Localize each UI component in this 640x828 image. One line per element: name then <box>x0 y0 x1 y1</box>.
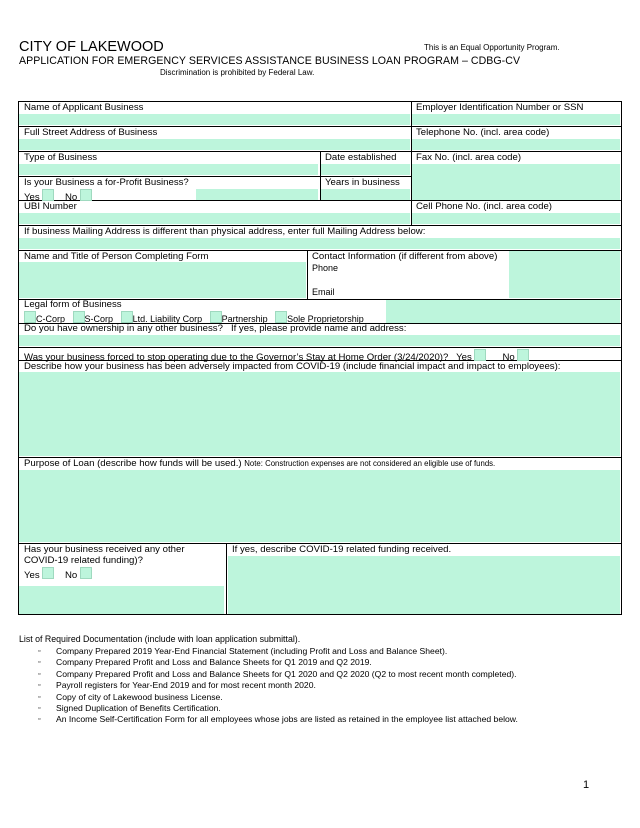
bullet-icon: ▫ <box>38 670 41 678</box>
for-profit-yes-checkbox[interactable] <box>42 189 54 201</box>
covid-impact-label: Describe how your business has been adversely impacted from COVID-19 (include financial impact and impact to employees): <box>24 361 561 372</box>
person-completing-label: Name and Title of Person Completing Form <box>24 251 209 262</box>
date-established-field[interactable] <box>321 164 410 175</box>
stop-operating-yes-checkbox[interactable] <box>474 349 486 361</box>
c-corp-checkbox[interactable] <box>24 311 36 323</box>
ownership-field[interactable] <box>19 335 620 346</box>
s-corp-checkbox[interactable] <box>73 311 85 323</box>
stop-operating-label: Was your business forced to stop operating due to the Governor’s Stay at Home Order (3/24/2020)? <box>24 352 449 363</box>
documentation-heading: List of Required Documentation (include with loan application submittal). <box>19 634 301 644</box>
applicant-business-label: Name of Applicant Business <box>24 102 144 113</box>
contact-info-field[interactable] <box>509 251 620 298</box>
list-item: ▫ Company Prepared Profit and Loss and Balance Sheets for Q1 2019 and Q2 2019. <box>38 657 372 668</box>
type-of-business-field[interactable] <box>19 164 318 175</box>
bullet-icon: ▫ <box>38 648 41 655</box>
city-title: CITY OF LAKEWOOD <box>19 39 164 55</box>
purpose-of-loan <box>24 459 495 469</box>
phone-label: Phone <box>312 263 339 273</box>
no-label: No <box>65 192 78 203</box>
no-label: No <box>502 352 515 363</box>
received-funding-field[interactable] <box>19 586 224 614</box>
yes-label: Yes <box>24 192 40 203</box>
describe-funding-label: If yes, describe COVID-19 related funding received. <box>232 544 452 555</box>
date-established-label: Date established <box>325 152 397 163</box>
years-in-business-label: Years in business <box>325 177 400 188</box>
bullet-icon: ▫ <box>38 693 41 701</box>
list-item: ▫ Company Prepared Profit and Loss and Balance Sheets for Q1 2020 and Q2 2020 (Q2 to most recent month completed). <box>38 668 517 679</box>
ubi-label: UBI Number <box>24 201 77 212</box>
llc-label: Ltd. Liability Corp <box>132 314 203 324</box>
yes-label: Yes <box>456 352 472 363</box>
applicant-business-field[interactable] <box>19 114 410 125</box>
mailing-address-label: If business Mailing Address is different than physical address, enter full Mailing Address below: <box>24 226 426 237</box>
sole-proprietorship-label: Sole Proprietorship <box>287 314 364 324</box>
years-in-business-field[interactable] <box>321 189 410 200</box>
received-funding-label-1: Has your business received any other <box>24 544 185 555</box>
covid-impact-field[interactable] <box>19 372 620 456</box>
list-item: ▫ An Income Self-Certification Form for all employees whose jobs are listed as retained in the employee list attached below. <box>38 714 518 725</box>
discrimination-note: Discrimination is prohibited by Federal Law. <box>160 68 315 77</box>
c-corp-label: C-Corp <box>36 314 66 324</box>
yes-label: Yes <box>24 570 40 581</box>
bullet-icon: ▫ <box>38 659 41 667</box>
cell-phone-field[interactable] <box>412 213 620 224</box>
bullet-icon: ▫ <box>38 716 41 724</box>
received-funding-yes-checkbox[interactable] <box>42 567 54 579</box>
mailing-address-field[interactable] <box>19 238 620 249</box>
ownership-question <box>24 324 406 334</box>
ein-field[interactable] <box>412 114 620 125</box>
fax-label: Fax No. (incl. area code) <box>416 152 522 163</box>
received-funding-no-checkbox[interactable] <box>80 567 92 579</box>
for-profit-label: Is your Business a for-Profit Business? <box>24 177 189 188</box>
list-item: ▫ Copy of city of Lakewood business License. <box>38 691 223 702</box>
fax-field[interactable] <box>412 164 620 200</box>
page-number: 1 <box>583 779 590 791</box>
ein-label: Employer Identification Number or SSN <box>416 102 584 113</box>
purpose-note: Note: Construction expenses are not considered an eligible use of funds. <box>244 459 496 468</box>
ownership-followup-label: If yes, please provide name and address: <box>230 323 407 334</box>
partnership-checkbox[interactable] <box>210 311 222 323</box>
list-item: ▫ Signed Duplication of Benefits Certification. <box>38 703 221 714</box>
list-item: ▫ Company Prepared 2019 Year-End Financial Statement (including Profit and Loss and Balance Sheet). <box>38 646 448 656</box>
stop-operating-no-checkbox[interactable] <box>517 349 529 361</box>
program-title: APPLICATION FOR EMERGENCY SERVICES ASSISTANCE BUSINESS LOAN PROGRAM – CDBG-CV <box>19 55 521 67</box>
equal-opportunity-note: This is an Equal Opportunity Program. <box>424 43 560 52</box>
for-profit-extra-field[interactable] <box>196 189 318 200</box>
contact-info-label: Contact Information (if different from above) <box>312 251 498 262</box>
for-profit-no-checkbox[interactable] <box>80 189 92 201</box>
list-item: ▫ Payroll registers for Year-End 2019 and for most recent month 2020. <box>38 680 316 691</box>
cell-phone-label: Cell Phone No. (incl. area code) <box>416 201 552 212</box>
ownership-label: Do you have ownership in any other business? <box>24 323 223 334</box>
llc-checkbox[interactable] <box>121 311 133 323</box>
received-funding-options <box>24 567 92 581</box>
email-label: Email <box>312 287 335 297</box>
received-funding-label-2: COVID-19 related funding)? <box>24 555 143 566</box>
street-address-label: Full Street Address of Business <box>24 127 158 138</box>
legal-form-label: Legal form of Business <box>24 299 122 310</box>
describe-funding-field[interactable] <box>228 556 620 614</box>
telephone-label: Telephone No. (incl. area code) <box>416 127 550 138</box>
street-address-field[interactable] <box>19 139 410 150</box>
purpose-of-loan-label: Purpose of Loan (describe how funds will be used.) <box>24 458 242 469</box>
telephone-field[interactable] <box>412 139 620 150</box>
no-label: No <box>65 570 78 581</box>
s-corp-label: S-Corp <box>84 314 114 324</box>
ubi-field[interactable] <box>19 213 410 224</box>
bullet-icon: ▫ <box>38 705 41 713</box>
partnership-label: Partnership <box>221 314 268 324</box>
sole-proprietorship-checkbox[interactable] <box>275 311 287 323</box>
bullet-icon: ▫ <box>38 682 41 690</box>
documentation-list <box>38 646 518 726</box>
purpose-of-loan-field[interactable] <box>19 470 620 542</box>
type-of-business-label: Type of Business <box>24 152 98 163</box>
legal-form-extra-field[interactable] <box>386 300 620 323</box>
person-completing-field[interactable] <box>19 262 306 298</box>
